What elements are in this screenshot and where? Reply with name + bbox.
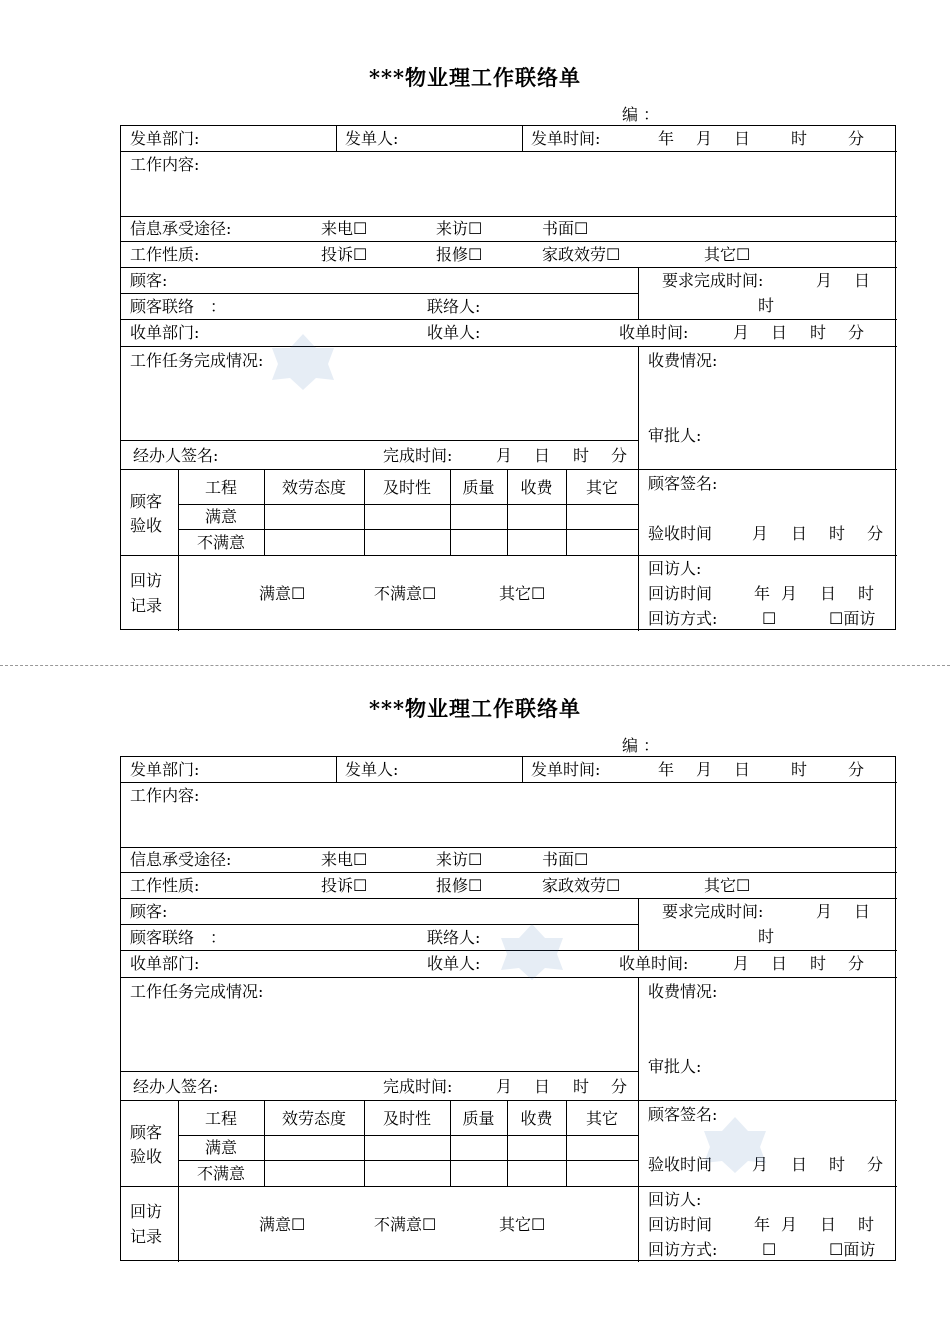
receive-hour: 时 xyxy=(810,954,827,973)
complete-minute: 分 xyxy=(611,1077,628,1096)
revisit-method-face[interactable]: ☐面访 xyxy=(829,1240,876,1259)
revisit-other[interactable]: 其它☐ xyxy=(499,1215,546,1234)
revisitor-label: 回访人: xyxy=(648,1190,702,1209)
revisit-label-2: 记录 xyxy=(130,596,163,615)
form-code-label: 编 ： xyxy=(622,736,660,755)
channel-visit[interactable]: 来访☐ xyxy=(436,219,483,238)
channel-written[interactable]: 书面☐ xyxy=(542,219,589,238)
work-contact-form-1 xyxy=(0,0,950,640)
task-status-label: 工作任务完成情况: xyxy=(130,351,264,370)
issue-month: 月 xyxy=(696,760,713,779)
work-content-label: 工作内容: xyxy=(130,786,200,805)
issue-minute: 分 xyxy=(848,129,865,148)
receive-minute: 分 xyxy=(848,954,865,973)
header-fee: 收费 xyxy=(520,1109,553,1128)
fee-status-label: 收费情况: xyxy=(648,982,718,1001)
header-timeliness: 及时性 xyxy=(382,1109,431,1128)
acceptance-label-1: 顾客 xyxy=(130,492,163,511)
issue-day: 日 xyxy=(734,129,751,148)
revisit-satisfied[interactable]: 满意☐ xyxy=(259,1215,306,1234)
nature-label: 工作性质: xyxy=(130,876,200,895)
issuer-label: 发单人: xyxy=(345,760,399,779)
form-title: ***物业理工作联络单 xyxy=(369,696,581,721)
header-quality: 质量 xyxy=(462,1109,495,1128)
revisitor-label: 回访人: xyxy=(648,559,702,578)
receive-dept-label: 收单部门: xyxy=(130,954,200,973)
watermark-emblem-icon xyxy=(497,922,567,982)
issue-hour: 时 xyxy=(791,760,808,779)
revisit-year: 年 xyxy=(754,1215,771,1234)
customer-sign-label: 顾客签名: xyxy=(648,1105,718,1124)
header-timeliness: 及时性 xyxy=(382,478,431,497)
handler-sign-label: 经办人签名: xyxy=(133,446,219,465)
revisit-month: 月 xyxy=(781,584,798,603)
issue-dept-label: 发单部门: xyxy=(130,129,200,148)
complete-day: 日 xyxy=(534,1077,551,1096)
acceptance-day: 日 xyxy=(791,1155,808,1174)
revisit-unsatisfied[interactable]: 不满意☐ xyxy=(374,584,437,603)
complete-time-label: 完成时间: xyxy=(383,446,453,465)
customer-contact-label: 顾客联络 ： xyxy=(130,928,227,947)
nature-housekeeping[interactable]: 家政效劳☐ xyxy=(542,876,621,895)
header-project: 工程 xyxy=(204,478,237,497)
revisit-day: 日 xyxy=(820,584,837,603)
row-satisfied-label: 满意 xyxy=(204,507,237,526)
issue-hour: 时 xyxy=(791,129,808,148)
header-quality: 质量 xyxy=(462,478,495,497)
channel-label: 信息承受途径: xyxy=(130,219,232,238)
complete-month: 月 xyxy=(496,446,513,465)
revisit-year: 年 xyxy=(754,584,771,603)
header-fee: 收费 xyxy=(520,478,553,497)
customer-contact-label: 顾客联络 ： xyxy=(130,297,227,316)
customer-label: 顾客: xyxy=(130,902,168,921)
required-hour: 时 xyxy=(758,927,775,946)
receiver-label: 收单人: xyxy=(427,954,481,973)
work-content-label: 工作内容: xyxy=(130,155,200,174)
approver-label: 审批人: xyxy=(648,1057,702,1076)
nature-housekeeping[interactable]: 家政效劳☐ xyxy=(542,245,621,264)
receive-dept-label: 收单部门: xyxy=(130,323,200,342)
nature-complaint[interactable]: 投诉☐ xyxy=(321,876,368,895)
acceptance-time-label: 验收时间 xyxy=(648,1155,713,1174)
header-other: 其它 xyxy=(585,478,618,497)
contact-person-label: 联络人: xyxy=(427,297,481,316)
revisit-hour: 时 xyxy=(858,584,875,603)
customer-label: 顾客: xyxy=(130,271,168,290)
approver-label: 审批人: xyxy=(648,426,702,445)
complete-hour: 时 xyxy=(573,1077,590,1096)
complete-minute: 分 xyxy=(611,446,628,465)
acceptance-month: 月 xyxy=(752,524,769,543)
issue-time-label: 发单时间: xyxy=(531,760,601,779)
header-service-attitude: 效劳态度 xyxy=(281,1109,346,1128)
nature-other[interactable]: 其它☐ xyxy=(704,245,751,264)
form-title: ***物业理工作联络单 xyxy=(369,65,581,90)
revisit-method-label: 回访方式: xyxy=(648,609,718,628)
watermark-emblem-icon xyxy=(268,332,338,392)
receive-month: 月 xyxy=(733,323,750,342)
issue-minute: 分 xyxy=(848,760,865,779)
acceptance-minute: 分 xyxy=(867,1155,884,1174)
complete-time-label: 完成时间: xyxy=(383,1077,453,1096)
channel-written[interactable]: 书面☐ xyxy=(542,850,589,869)
acceptance-time-label: 验收时间 xyxy=(648,524,713,543)
revisit-satisfied[interactable]: 满意☐ xyxy=(259,584,306,603)
nature-repair[interactable]: 报修☐ xyxy=(436,876,483,895)
receive-day: 日 xyxy=(771,954,788,973)
nature-complaint[interactable]: 投诉☐ xyxy=(321,245,368,264)
acceptance-month: 月 xyxy=(752,1155,769,1174)
acceptance-minute: 分 xyxy=(867,524,884,543)
issue-year: 年 xyxy=(658,760,675,779)
complete-month: 月 xyxy=(496,1077,513,1096)
acceptance-hour: 时 xyxy=(829,1155,846,1174)
receive-minute: 分 xyxy=(848,323,865,342)
required-time-label: 要求完成时间: xyxy=(662,271,764,290)
required-month: 月 xyxy=(816,902,833,921)
revisit-label-1: 回访 xyxy=(130,571,163,590)
header-service-attitude: 效劳态度 xyxy=(281,478,346,497)
required-day: 日 xyxy=(854,271,871,290)
channel-phone[interactable]: 来电☐ xyxy=(321,219,368,238)
revisit-time-label: 回访时间 xyxy=(648,1215,713,1234)
work-contact-form-2 xyxy=(0,631,950,1271)
acceptance-label-2: 验收 xyxy=(130,516,163,535)
revisit-hour: 时 xyxy=(858,1215,875,1234)
revisit-other[interactable]: 其它☐ xyxy=(499,584,546,603)
issue-year: 年 xyxy=(658,129,675,148)
receive-hour: 时 xyxy=(810,323,827,342)
channel-visit[interactable]: 来访☐ xyxy=(436,850,483,869)
receive-time-label: 收单时间: xyxy=(619,323,689,342)
acceptance-hour: 时 xyxy=(829,524,846,543)
contact-person-label: 联络人: xyxy=(427,928,481,947)
revisit-method-label: 回访方式: xyxy=(648,1240,718,1259)
required-day: 日 xyxy=(854,902,871,921)
header-project: 工程 xyxy=(204,1109,237,1128)
row-satisfied-label: 满意 xyxy=(204,1138,237,1157)
issue-month: 月 xyxy=(696,129,713,148)
revisit-method-box[interactable]: ☐ xyxy=(762,609,777,628)
fee-status-label: 收费情况: xyxy=(648,351,718,370)
header-other: 其它 xyxy=(585,1109,618,1128)
form-table xyxy=(120,125,896,630)
receiver-label: 收单人: xyxy=(427,323,481,342)
receive-time-label: 收单时间: xyxy=(619,954,689,973)
receive-day: 日 xyxy=(771,323,788,342)
required-time-label: 要求完成时间: xyxy=(662,902,764,921)
task-status-label: 工作任务完成情况: xyxy=(130,982,264,1001)
revisit-label-1: 回访 xyxy=(130,1202,163,1221)
nature-label: 工作性质: xyxy=(130,245,200,264)
customer-sign-label: 顾客签名: xyxy=(648,474,718,493)
acceptance-label-1: 顾客 xyxy=(130,1123,163,1142)
revisit-day: 日 xyxy=(820,1215,837,1234)
form-code-label: 编 ： xyxy=(622,105,660,124)
nature-other[interactable]: 其它☐ xyxy=(704,876,751,895)
acceptance-label-2: 验收 xyxy=(130,1147,163,1166)
required-hour: 时 xyxy=(758,296,775,315)
issue-time-label: 发单时间: xyxy=(531,129,601,148)
watermark-emblem-icon xyxy=(700,1115,770,1175)
row-unsatisfied-label: 不满意 xyxy=(196,1164,245,1183)
nature-repair[interactable]: 报修☐ xyxy=(436,245,483,264)
row-unsatisfied-label: 不满意 xyxy=(196,533,245,552)
revisit-unsatisfied[interactable]: 不满意☐ xyxy=(374,1215,437,1234)
handler-sign-label: 经办人签名: xyxy=(133,1077,219,1096)
complete-hour: 时 xyxy=(573,446,590,465)
receive-month: 月 xyxy=(733,954,750,973)
revisit-label-2: 记录 xyxy=(130,1227,163,1246)
acceptance-day: 日 xyxy=(791,524,808,543)
channel-label: 信息承受途径: xyxy=(130,850,232,869)
channel-phone[interactable]: 来电☐ xyxy=(321,850,368,869)
complete-day: 日 xyxy=(534,446,551,465)
issuer-label: 发单人: xyxy=(345,129,399,148)
revisit-month: 月 xyxy=(781,1215,798,1234)
form-table xyxy=(120,756,896,1261)
issue-dept-label: 发单部门: xyxy=(130,760,200,779)
issue-day: 日 xyxy=(734,760,751,779)
revisit-method-face[interactable]: ☐面访 xyxy=(829,609,876,628)
revisit-time-label: 回访时间 xyxy=(648,584,713,603)
revisit-method-box[interactable]: ☐ xyxy=(762,1240,777,1259)
required-month: 月 xyxy=(816,271,833,290)
